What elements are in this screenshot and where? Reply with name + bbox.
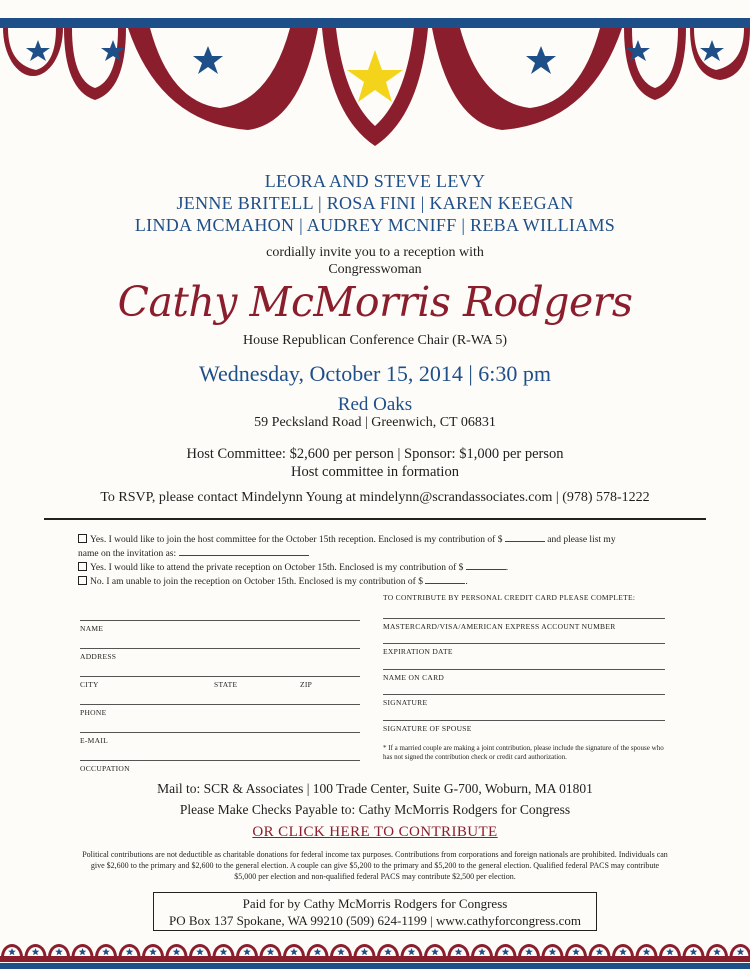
top-bunting xyxy=(0,28,750,158)
honoree-name: Cathy McMorris Rodgers xyxy=(117,278,633,326)
name-on-card-field[interactable]: NAME ON CARD xyxy=(383,669,665,682)
account-number-field[interactable]: MASTERCARD/VISA/AMERICAN EXPRESS ACCOUNT NUMBER xyxy=(383,618,665,631)
address-field[interactable]: ADDRESS xyxy=(80,648,360,652)
honoree-title: House Republican Conference Chair (R-WA 5) xyxy=(243,333,507,348)
top-blue-stripe xyxy=(0,18,750,28)
checkbox[interactable] xyxy=(78,534,87,543)
option-host-committee: Yes. I would like to join the host committee for the October 15th reception. Enclosed is my contribution of $ and please list my xyxy=(78,533,688,547)
email-field[interactable]: E-MAIL xyxy=(80,732,360,736)
legal-disclaimer: Political contributions are not deductible as charitable donations for federal income tax purposes. Contributions from corporations and foreign nationals are prohibited. Individuals can give $2,600 to the primary and $2,600 to the general election. A couple can give $5,200 to the primary and $5,200 to the general election. Qualified federal PACS may contribute $5,000 per election and non-qualified federal PACS may contribute $2,500 per election. xyxy=(82,850,668,881)
paid-for-box xyxy=(153,892,597,931)
checks-payable: Please Make Checks Payable to: Cathy McMorris Rodgers for Congress xyxy=(179,802,571,817)
signature-field[interactable]: SIGNATURE xyxy=(383,694,665,707)
option-decline: No. I am unable to join the reception on October 15th. Enclosed is my contribution of $ . xyxy=(78,575,688,589)
invitation-text xyxy=(0,244,750,278)
credit-card-heading: TO CONTRIBUTE BY PERSONAL CREDIT CARD PLEASE COMPLETE: xyxy=(383,593,636,602)
formation-line: Host committee in formation xyxy=(291,464,459,480)
city-state-zip-field[interactable]: CITY STATE ZIP xyxy=(80,676,360,680)
event-venue: Red Oaks xyxy=(337,394,413,415)
contribute-link[interactable]: OR CLICK HERE TO CONTRIBUTE xyxy=(252,824,498,840)
checkbox[interactable] xyxy=(78,576,87,585)
joint-contribution-note: * If a married couple are making a joint contribution, please include the signature of the spouse who has not signed the contribution check or credit card authorization. xyxy=(383,744,664,761)
amount-blank[interactable] xyxy=(466,561,506,570)
host-line-3: LINDA MCMAHON | AUDREY MCNIFF | REBA WILLIAMS xyxy=(134,215,616,235)
host-line-2: JENNE BRITELL | ROSA FINI | KAREN KEEGAN xyxy=(176,193,574,213)
invitation-name-blank[interactable] xyxy=(179,547,309,556)
mail-to: Mail to: SCR & Associates | 100 Trade Center, Suite G-700, Woburn, MA 01801 xyxy=(157,781,593,796)
bottom-bunting xyxy=(0,936,750,969)
amount-blank[interactable] xyxy=(425,575,465,584)
rsvp-line: To RSVP, please contact Mindelynn Young at mindelynn@scrandassociates.com | (978) 578-1222 xyxy=(100,490,650,505)
event-datetime: Wednesday, October 15, 2014 | 6:30 pm xyxy=(199,361,551,386)
paid-for-line-2: PO Box 137 Spokane, WA 99210 (509) 624-1199 | www.cathyforcongress.com xyxy=(169,913,581,928)
host-names xyxy=(0,170,750,236)
name-field[interactable]: NAME xyxy=(80,620,360,624)
occupation-field[interactable]: OCCUPATION xyxy=(80,760,360,764)
event-address: 59 Pecksland Road | Greenwich, CT 06831 xyxy=(254,415,496,430)
expiration-field[interactable]: EXPIRATION DATE xyxy=(383,643,665,656)
invitation-line-1: cordially invite you to a reception with xyxy=(266,245,484,260)
divider xyxy=(44,518,706,520)
amount-blank[interactable] xyxy=(505,533,545,542)
phone-field[interactable]: PHONE xyxy=(80,704,360,708)
host-line-1: LEORA AND STEVE LEVY xyxy=(264,171,486,191)
checkbox[interactable] xyxy=(78,562,87,571)
levels-line: Host Committee: $2,600 per person | Sponsor: $1,000 per person xyxy=(186,446,564,462)
contribution-levels xyxy=(0,445,750,481)
invitation-line-2: Congresswoman xyxy=(328,262,422,277)
spouse-signature-field[interactable]: SIGNATURE OF SPOUSE xyxy=(383,720,665,733)
paid-for-line-1: Paid for by Cathy McMorris Rodgers for Congress xyxy=(242,896,508,911)
reply-options: Yes. I would like to join the host committee for the October 15th reception. Enclosed is my contribution of $ and please list my name on the invitation as: Yes. I would like to attend the private reception on October 15th. Enclosed is my contribution of $ . No. I am unable to join the reception on October 15th. Enclosed is my contribution of $ . xyxy=(78,533,688,589)
option-private-reception: Yes. I would like to attend the private reception on October 15th. Enclosed is my contribution of $ . xyxy=(78,561,688,575)
